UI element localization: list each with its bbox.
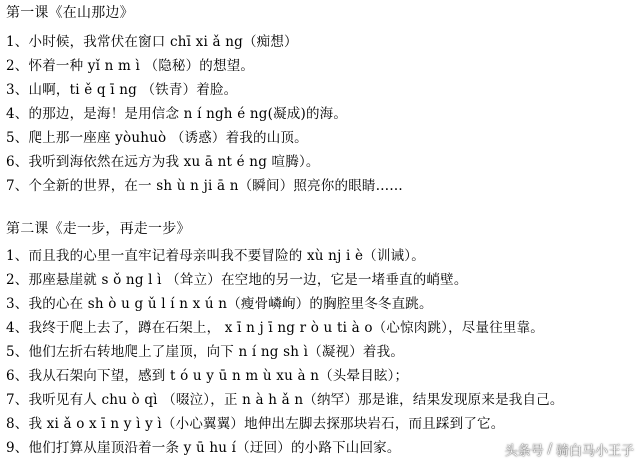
lesson1-item-3: 3、山啊，ti ě q ī ng （铁青）着脸。 [6,82,238,98]
lesson1-heading: 第一课《在山那边》 [6,5,134,21]
lesson1-item-4: 4、的那边，是海！是用信念 n í ngh é ng(凝成)的海。 [6,106,348,122]
watermark-author: 骑白马小王子 [555,443,634,459]
lesson2-item-5: 5、他们左折右转地爬上了崖顶，向下 n í ng sh ì（凝视）着我。 [6,344,405,360]
lesson1-item-1: 1、小时候，我常伏在窗口 chī xi ǎ ng（痴想） [6,34,298,50]
lesson2-item-6: 6、我从石架向下望，感到 t ó u y ū n m ù xu à n（头晕目眩）； [6,368,409,384]
lesson2-heading: 第二课《走一步，再走一步》 [6,221,191,237]
lesson2-item-7: 7、我听见有人 chu ò qì （啜泣），正 n à h ǎ n（纳罕）那是谁，结果发现原来是我自己。 [6,392,564,408]
lesson1-item-6: 6、我听到海依然在远方为我 xu ā nt é ng 喧腾）。 [6,154,320,170]
lesson2-item-4: 4、我终于爬上去了，蹲在石架上， x ī n j ī ng r ò u ti à o（心惊肉跳），尽量往里靠。 [6,320,544,336]
watermark-brand: 头条号 [504,443,544,459]
lesson2-item-3: 3、我的心在 sh ò u g ǔ l í n x ú n（瘦骨嶙峋）的胸腔里冬冬直跳。 [6,296,433,312]
lesson2-item-1: 1、而且我的心里一直牢记着母亲叫我不要冒险的 xù nj i è（训诫）。 [6,248,425,264]
lesson2-item-9: 9、他们打算从崖顶沿着一条 y ū hu í（迂回）的小路下山回家。 [6,440,401,456]
watermark [505,438,634,460]
watermark-separator: / [547,441,552,457]
lesson1-item-2: 2、怀着一种 yǐ n m ì （隐秘）的想望。 [6,58,255,74]
lesson2-item-8: 8、我 xi ǎ o x ī n y ì y ì（小心翼翼）地伸出左脚去探那块岩石，而且踩到了它。 [6,416,505,432]
lesson1-item-5: 5、爬上那一座座 yòuhuò （诱惑）着我的山顶。 [6,130,308,146]
lesson1-item-7: 7、个全新的世界，在一 sh ù n ji ā n（瞬间）照亮你的眼睛…… [6,178,403,194]
lesson2-item-2: 2、那座悬崖就 s ǒ ng l ì （耸立）在空地的另一边，它是一堵垂直的峭壁。 [6,272,468,288]
